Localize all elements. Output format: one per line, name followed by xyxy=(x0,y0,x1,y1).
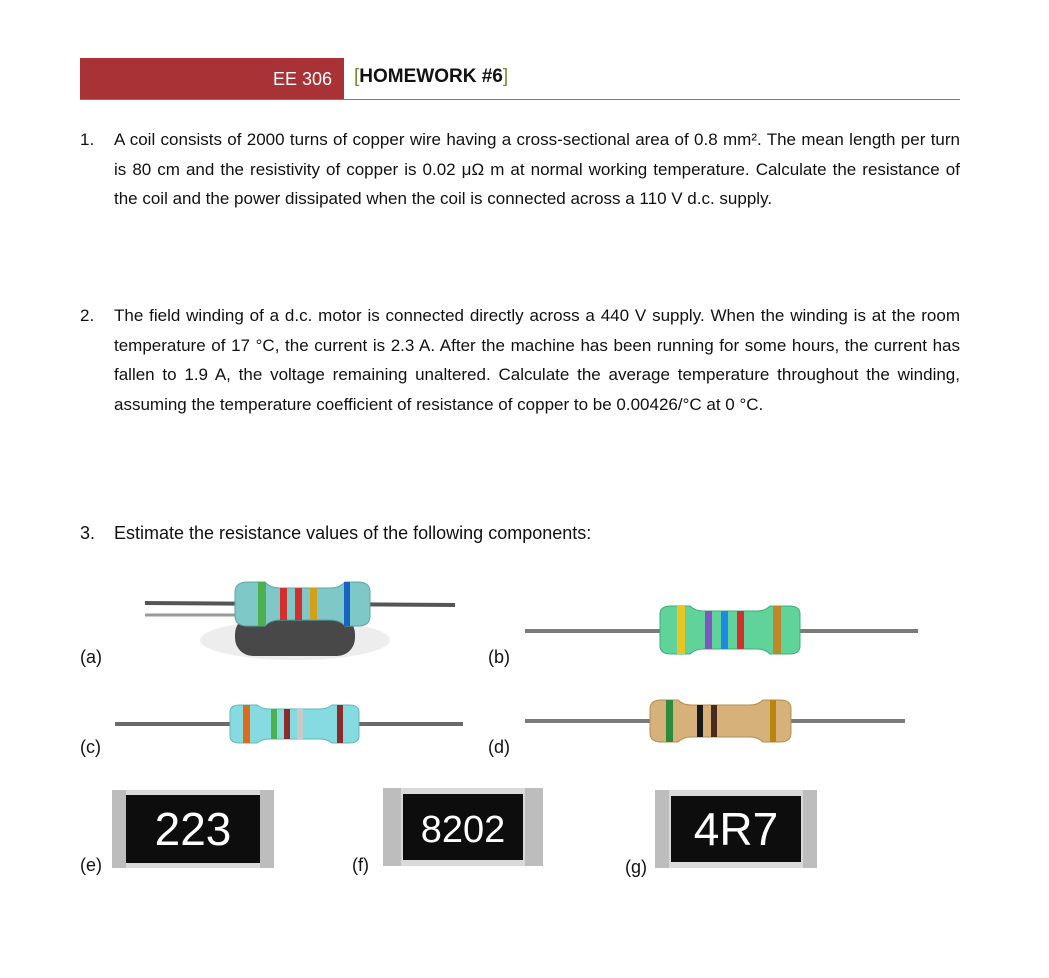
header-rule xyxy=(80,99,960,100)
resistor-d-band xyxy=(711,705,717,737)
smd-code-f: 8202 xyxy=(420,809,506,851)
smd-code-g: 4R7 xyxy=(693,803,779,855)
question-text: The field winding of a d.c. motor is connected directly across a 440 V supply. When the winding is at the room temperature of 17 °C, the current is 2.3 A. After the machine has been running for some hours, the current has fallen to 1.9 A, the voltage remaining unaltered. Calculate the average temperature throughout the winding, assuming the temperature coefficient of resistance of copper to be 0.00426/°C at 0 °C. xyxy=(114,306,960,414)
resistor-a-band xyxy=(258,582,266,626)
smd-resistor-f xyxy=(383,788,543,868)
resistor-d-band xyxy=(770,700,776,742)
smd-resistor-e xyxy=(112,790,274,870)
component-f-label: (f) xyxy=(352,855,369,875)
component-d-label: (d) xyxy=(488,737,510,757)
title-bracket-open: [ xyxy=(354,66,360,87)
resistor-a-band xyxy=(310,588,317,620)
question-number: 3. xyxy=(80,523,96,543)
resistor-a-band xyxy=(280,588,287,620)
resistor-c-band xyxy=(243,705,250,743)
question-3 xyxy=(80,519,960,549)
resistor-c-band xyxy=(297,709,303,739)
resistor-b-band xyxy=(705,611,712,649)
course-code: EE 306 xyxy=(272,68,332,89)
title-bracket-close: ] xyxy=(502,66,509,87)
resistor-b-band xyxy=(677,606,685,654)
resistor-c-band xyxy=(337,705,343,743)
component-a-label: (a) xyxy=(80,647,102,667)
resistor-d-band xyxy=(666,700,673,742)
component-b-label: (b) xyxy=(488,647,510,667)
resistor-c-image xyxy=(115,700,465,750)
resistor-c-band xyxy=(284,709,290,739)
question-1 xyxy=(80,125,960,214)
homework-title xyxy=(354,66,508,88)
question-2 xyxy=(80,301,960,419)
component-g-label: (g) xyxy=(625,857,647,877)
component-c-label: (c) xyxy=(80,737,101,757)
resistor-a-image xyxy=(140,570,460,670)
component-e-label: (e) xyxy=(80,855,102,875)
resistor-a-band xyxy=(344,582,350,626)
homework-title-text: HOMEWORK #6 xyxy=(359,66,503,87)
question-number: 1. xyxy=(80,130,95,149)
resistor-b-band xyxy=(737,611,744,649)
question-text: Estimate the resistance values of the following components: xyxy=(114,523,592,543)
resistor-d-band xyxy=(697,705,703,737)
smd-code-e: 223 xyxy=(154,803,232,855)
resistor-b-image xyxy=(525,600,920,660)
resistor-b-band xyxy=(773,606,781,654)
question-number: 2. xyxy=(80,306,95,325)
resistor-b-band xyxy=(721,611,728,649)
resistor-a-band xyxy=(295,588,302,620)
question-text: A coil consists of 2000 turns of copper wire having a cross-sectional area of 0.8 mm². The mean length per turn is 80 cm and the resistivity of copper is 0.02 μΩ m at normal working temperature. Calculate the resistance of the coil and the power dissipated when the coil is connected across a 110 V d.c. supply. xyxy=(114,130,960,208)
smd-resistor-g xyxy=(655,790,817,870)
resistor-c-band xyxy=(271,709,277,739)
resistor-d-image xyxy=(525,695,910,745)
